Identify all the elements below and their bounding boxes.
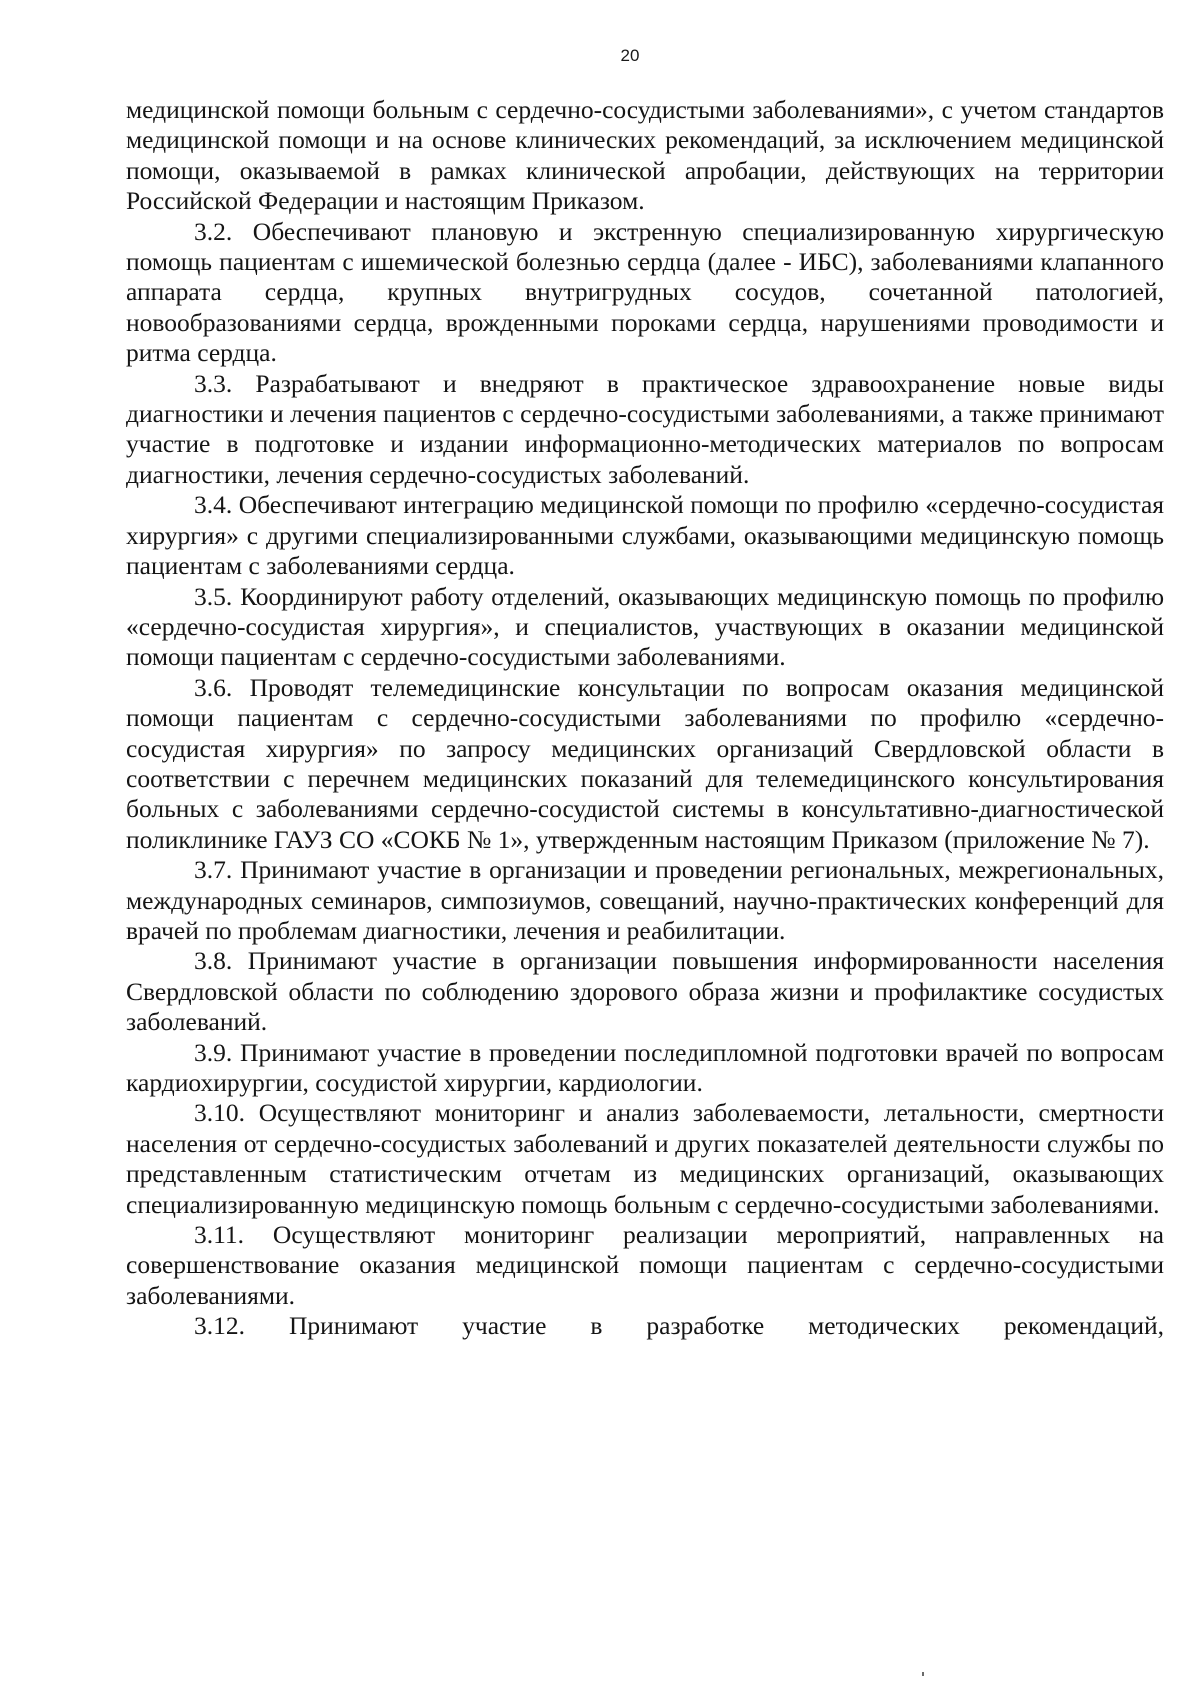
paragraph-3-8: 3.8. Принимают участие в организации повышения информированности населения Свердловской области по соблюдению здорового образа жизни и профилактике сосудистых заболеваний.	[126, 946, 1164, 1037]
paragraph-3-3: 3.3. Разрабатывают и внедряют в практическое здравоохранение новые виды диагностики и лечения пациентов с сердечно-сосудистыми заболеваниями, а также принимают участие в подготовке и издании информационно-методических материалов по вопросам диагностики, лечения сердечно-сосудистых заболеваний.	[126, 368, 1164, 489]
paragraph-3-10: 3.10. Осуществляют мониторинг и анализ заболеваемости, летальности, смертности населения от сердечно-сосудистых заболеваний и других показателей деятельности службы по представленным статистическим отчетам из медицинских организаций, оказывающих специализированную медицинскую помощь больным с сердечно-сосудистыми заболеваниями.	[126, 1098, 1164, 1219]
paragraph-3-7: 3.7. Принимают участие в организации и проведении региональных, межрегиональных, международных семинаров, симпозиумов, совещаний, научно-практических конференций для врачей по проблемам диагностики, лечения и реабилитации.	[126, 855, 1164, 945]
paragraph-continuation: медицинской помощи больным с сердечно-сосудистыми заболеваниями», с учетом стандартов медицинской помощи и на основе клинических рекомендаций, за исключением медицинской помощи, оказываемой в рамках клинической апробации, действующих на территории Российской Федерации и настоящим Приказом.	[126, 95, 1164, 216]
paragraph-3-6: 3.6. Проводят телемедицинские консультации по вопросам оказания медицинской помощи пациентам с сердечно-сосудистыми заболеваниями по профилю «сердечно-сосудистая хирургия» по запросу медицинских организаций Свердловской области в соответствии с перечнем медицинских показаний для телемедицинского консультирования больных с заболеваниями сердечно-сосудистой системы в консультативно-диагностической поликлинике ГАУЗ СО «СОКБ № 1», утвержденным настоящим Приказом (приложение № 7).	[126, 672, 1164, 854]
paragraph-3-5: 3.5. Координируют работу отделений, оказывающих медицинскую помощь по профилю «сердечно-сосудистая хирургия», и специалистов, участвующих в оказании медицинской помощи пациентам с сердечно-сосудистыми заболеваниями.	[126, 581, 1164, 672]
paragraph-3-4: 3.4. Обеспечивают интеграцию медицинской помощи по профилю «сердечно-сосудистая хирургия» с другими специализированными службами, оказывающими медицинскую помощь пациентам с заболеваниями сердца.	[126, 490, 1164, 581]
paragraph-3-12: 3.12. Принимают участие в разработке методических рекомендаций,	[194, 1311, 1164, 1341]
paragraph-3-9: 3.9. Принимают участие в проведении последипломной подготовки врачей по вопросам кардиохирургии, сосудистой хирургии, кардиологии.	[126, 1037, 1164, 1097]
page-number: 20	[620, 46, 640, 65]
paragraph-3-11: 3.11. Осуществляют мониторинг реализации мероприятий, направленных на совершенствование оказания медицинской помощи пациентам с сердечно-сосудистыми заболеваниями.	[126, 1220, 1164, 1310]
scan-artifact-mark	[922, 1672, 924, 1676]
document-body	[126, 95, 1164, 1342]
paragraph-3-2: 3.2. Обеспечивают плановую и экстренную специализированную хирургическую помощь пациентам с ишемической болезнью сердца (далее - ИБС), заболеваниями клапанного аппарата сердца, крупных внутригрудных сосудов, сочетанной патологией, новообразованиями сердца, врожденными пороками сердца, нарушениями проводимости и ритма сердца.	[126, 216, 1164, 368]
